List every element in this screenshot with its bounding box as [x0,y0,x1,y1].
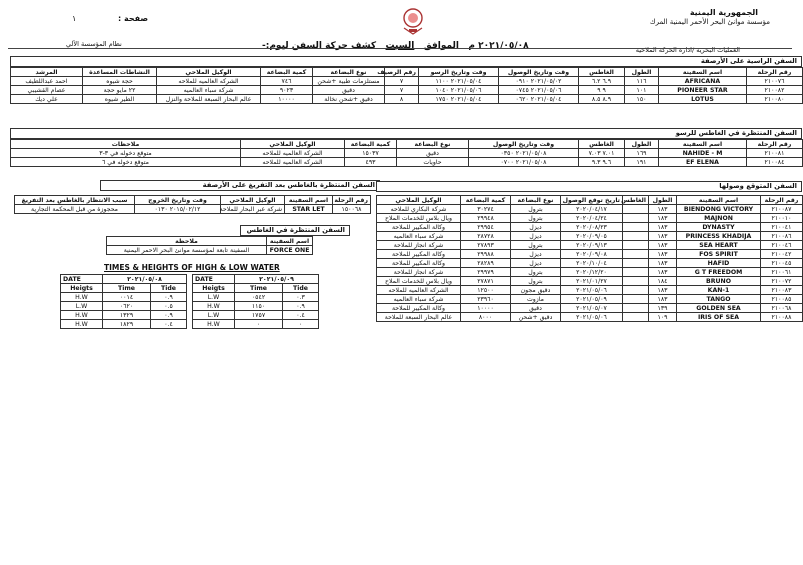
cell: ٢١٠٠٨١ [747,149,803,158]
cell: FOS SPIRIT [677,250,761,259]
cell: ديزل [511,250,561,259]
cell: ٠ [283,320,319,329]
cell [623,214,649,223]
cell: وكالة المكيير للملاحة [377,259,461,268]
cell: دقيق [313,86,385,95]
cell: ١٠٠٠٠ [261,95,313,104]
tide1-date-label: DATE [61,275,103,284]
cell: LOTUS [659,95,747,104]
cell: ٢٠١٥/٠٢/١٢ ٠١٣٠ [135,205,221,214]
cell: ٨.٩ ٨.٥ [579,95,625,104]
cell: ٢١٠٠٨٧ [761,205,803,214]
cell: الطير شيوه [83,95,157,104]
table-row [193,320,319,329]
wd-h-reason: سبب الانتظار بالغاطس بعد التفريغ [15,196,135,205]
cell: ٢٨٢٨٩ [461,259,511,268]
cell: ١٨٤ [649,277,677,286]
cell: MAJNON [677,214,761,223]
cell: شركة البكاري للملاحه [377,205,461,214]
anchored-h-pilot: المرشد [11,68,83,77]
cell: ٢١٠٠٤٥ [761,259,803,268]
cell: ٨٠٠٠ [461,313,511,322]
cell: ١٨٣ [649,205,677,214]
tide2-h-tide: Tide [283,284,319,293]
wa-h-qty: كمية البضاعة [345,140,397,149]
cell: H.W [61,311,103,320]
cell: ٧ [385,77,419,86]
waiting-discharge-table [14,195,371,214]
cell: ٠.٩ [151,293,187,302]
cell: ٢٠٢١/٠٥/٠٤ ١٧٥٠ [419,95,499,104]
anchored-h-agent: الوكيل الملاحي [157,68,261,77]
cell: السفينة تابعة لمؤسسة موانئ البحر الاحمر اليمنية [107,246,267,255]
cell: ١٥٠٣٧ [345,149,397,158]
cell: ٤٩٣ [345,158,397,167]
cell: ٢١٠٠٨٦ [761,232,803,241]
cell: ٢٠٢٠/٠٩/١٣ [561,241,623,250]
cell: H.W [193,302,235,311]
wd-h-agent: الوكيل الملاحي [221,196,285,205]
tide2-date: ٢٠٢١/٠٥/٠٩ [235,275,319,284]
cell: ٢٠٢٠/٠٩/٠٨ [561,250,623,259]
cell [623,277,649,286]
cell: محجوزة من قبل المحكمة التجارية [15,205,135,214]
cell [623,241,649,250]
cell: ١٩١ [625,158,659,167]
cell: ١٠١ [625,86,659,95]
report-title [262,42,529,51]
table-row [377,214,803,223]
tide1-h-time: Time [103,284,151,293]
cell: ٢٠٢١/٠٥/٠٦ ٠٧٤٥ [499,86,579,95]
cell: FORCE ONE [267,246,313,255]
ex-h-voyage: رقم الرحلة [761,196,803,205]
cell: BRUNO [677,277,761,286]
cell: ٧٤٦ [261,77,313,86]
cell: ١٨٣ [649,223,677,232]
cell: ١٨٢٩ [103,320,151,329]
cell: ٢٠٢٠/٠٨/٢٣ [561,223,623,232]
cell: بترول [511,241,561,250]
cell: ٧.٠١ ٧.٠٣ [579,149,625,158]
cell: ٢٨٧٢٨ [461,232,511,241]
cell: ٢١٠٠٤٢ [761,250,803,259]
cell: H.W [193,320,235,329]
table-row [377,223,803,232]
ex-h-qty: كمية البضاعة [461,196,511,205]
table-row [15,205,371,214]
table-row [377,268,803,277]
cell: ١٨٣ [649,295,677,304]
table-row [11,95,803,104]
cell: EF ELENA [659,158,747,167]
cell: الشركة العالميه للملاحه [241,149,345,158]
cell: PRINCESS KHADIJA [677,232,761,241]
cell: ٢٠٢١/٠٥/٠٦ [561,313,623,322]
anchored-h-length: الطول [625,68,659,77]
anchored-h-arrival: وقت وتاريخ الوصول [499,68,579,77]
cell [623,295,649,304]
cell: ٢٩٩٥٤ [461,223,511,232]
cell: L.W [61,302,103,311]
anchored-h-cargo: نوع البضاعة [313,68,385,77]
ex-h-eta: تاريخ توقع الوصول [561,196,623,205]
table-row [193,311,319,320]
cell: ٢٣٩٦٠ [461,295,511,304]
anchored-h-activities: النشاطات المساعدة [83,68,157,77]
waiting-discharge-section-title: السفن المنتظرة بالغاطس بعد التفريغ على الأرصفة [100,180,380,191]
cell: ١٦٩ [625,149,659,158]
cell [623,313,649,322]
cell: دقيق مجون [511,286,561,295]
cell: ٠٥٤٢ [235,293,283,302]
cell: شركة سباء العالميه [377,295,461,304]
cell: ٢٠٢١/٠٥/٠٩ [561,295,623,304]
cell: ٦.٩ ٦.٢ [579,77,625,86]
cell: حجة شيوه [83,77,157,86]
cell: L.W [193,293,235,302]
waiting-pilot-section-title: السفن المنتظرة في الغاطس [240,225,350,236]
cell: ١٨٣ [649,214,677,223]
cell: ٢١٠٠١٠ [761,214,803,223]
cell: KAN-1 [677,286,761,295]
cell: وكالة المكيير للملاحة [377,250,461,259]
tide-table-1 [60,274,187,329]
cell: بترول [511,214,561,223]
tides-title: TIMES & HEIGHTS OF HIGH & LOW WATER [104,263,280,272]
ex-h-cargo: نوع البضاعة [511,196,561,205]
report-day: السبت [385,41,415,51]
cell: ديزل [511,223,561,232]
cell: حاويات [397,158,469,167]
table-row [377,313,803,322]
table-row [377,295,803,304]
table-row [193,293,319,302]
republic-label: الجمهورية اليمنية [689,8,758,17]
anchored-h-ship: اسم السفينة [659,68,747,77]
cell [623,250,649,259]
table-row [377,259,803,268]
cell: ١٥٠٠٦٨ [333,205,371,214]
cell [623,259,649,268]
wp-h-note: ملاحظة [107,237,267,246]
cell: ١٠٩ [649,313,677,322]
cell: ٢١٠٠٦٨ [761,304,803,313]
cell: ٢٩٩٧٩ [461,268,511,277]
table-row [61,311,187,320]
cell: وكالة المكيير للملاحة [377,223,461,232]
waiting-anchor-table [10,139,803,167]
cell: ٢٠٢١/٠٥/٠٨ ٠٣٥٠ [469,149,579,158]
cell: NAHIDE - M [659,149,747,158]
cell: ١١٦ [625,77,659,86]
cell: L.W [193,311,235,320]
cell: AFRICANA [659,77,747,86]
cell: ٢٩٩٨٨ [461,250,511,259]
wd-h-ship: اسم السفينة [285,196,333,205]
cell: ٢٧٨٩٣ [461,241,511,250]
cell: ٠.٤ [283,311,319,320]
table-row [61,302,187,311]
cell: IRIS OF SEA [677,313,761,322]
cell: ٠٠١٤ [103,293,151,302]
cell: ١٨٣ [649,250,677,259]
cell: H.W [61,293,103,302]
cell: عالم البحار السبعة للملاحة والنزل [157,95,261,104]
cell: احمد عبداللطيف [11,77,83,86]
table-row [61,293,187,302]
cell: ٢١٠٠٨٣ [761,286,803,295]
wa-h-voyage: رقم الرحلة [747,140,803,149]
cell [623,286,649,295]
table-row [61,320,187,329]
cell: ٠.٤ [151,320,187,329]
expected-table [376,195,803,322]
page-label: صفحة : [118,14,149,23]
tide1-h-heights: Heigts [61,284,103,293]
cell: ١٨٣ [649,286,677,295]
cell: SEA HEART [677,241,761,250]
tide-table-2 [192,274,319,329]
cell: ٩.٦ ٩.٣ [579,158,625,167]
table-row [11,77,803,86]
waiting-pilot-table [106,236,313,255]
cell: شركة سباء العالميه [377,232,461,241]
table-row [11,158,803,167]
cell: ١٠٠٠٠ [461,304,511,313]
cell: ٠٦٢٠ [103,302,151,311]
wa-h-notes: ملاحظات [11,140,241,149]
report-title-text: كشف حركة السفن ليوم:- [262,41,377,51]
tide2-h-time: Time [235,284,283,293]
cell: ٢٠٢١/٠٥/٠٤ ٠٦٢٠ [499,95,579,104]
cell: علي ديك [11,95,83,104]
tide1-h-tide: Tide [151,284,187,293]
cell: متوقع دخوله في ٦ [11,158,241,167]
cell: ٢٠٢١/٠٥/٠٦ ١٠٤٠ [419,86,499,95]
cell [623,304,649,313]
cell [623,223,649,232]
cell: الشركه العالميه للملاحه [377,286,461,295]
cell: مستلزمات طبية +شحن [313,77,385,86]
cell: ١٥٠ [625,95,659,104]
cell: ٢١٠٠٤٦ [761,241,803,250]
table-row [377,250,803,259]
cell: ١٨٣ [649,241,677,250]
cell: G T FREEDOM [677,268,761,277]
anchored-table [10,67,803,104]
cell: ٠.٩ [283,302,319,311]
cell: STAR LET [285,205,333,214]
cell: الشركه العالميه للملاحه [157,77,261,86]
cell: دقيق +شحن [511,313,561,322]
cell: ٢١٠٠٨٨ [761,313,803,322]
cell: ٢٠٢١/٠٥/٠٧ [561,304,623,313]
table-row [11,149,803,158]
cell: HAFID [677,259,761,268]
expected-section-title: السفن المتوقع وصولها [376,181,802,192]
corp-label: مؤسسة موانئ البحر الأحمر اليمنية المرك [649,18,770,26]
cell: ٢٠٢١/٠٥/٠٨ ٠٧٠٠ [469,158,579,167]
cell: دقيق [511,304,561,313]
cell: PIONEER STAR [659,86,747,95]
cell: ٢٧٨٧١ [461,277,511,286]
cell: ٧ [385,86,419,95]
cell: ١٨٣ [649,232,677,241]
cell: ١٣٢٩ [103,311,151,320]
cell: ٢١٠٠٨٥ [761,295,803,304]
cell: DYNASTY [677,223,761,232]
tide1-date: ٢٠٢١/٠٥/٠٨ [103,275,187,284]
wa-h-draft: الغاطس [579,140,625,149]
cell: الشركه العالميه للملاحه [241,158,345,167]
wa-h-ship: اسم السفينة [659,140,747,149]
cell: ٣٠٢٧٤ [461,205,511,214]
cell: شركة انجاز للملاحة [377,268,461,277]
ops-label: العمليات البحرية /ادارة الحركة الملاحية [635,46,740,54]
cell: ٢٠٢٠/٠٤/٢٤ [561,214,623,223]
ex-h-draft: الغاطس [623,196,649,205]
ex-h-ship: اسم السفينة [677,196,761,205]
cell: ٨ [385,95,419,104]
cell: ٢٩٩٤٨ [461,214,511,223]
yemen-emblem-icon [400,6,426,36]
cell: ٢١٠٠٧٦ [747,77,803,86]
cell: ٢١٠٠٨٤ [747,158,803,167]
cell: عالم البحار السبعة للملاحة [377,313,461,322]
cell: ويال بلاس للخدمات الملاح [377,277,461,286]
cell: شركة انجاز للملاحة [377,241,461,250]
cell: H.W [61,320,103,329]
cell: ٠.٩ [151,311,187,320]
cell: دقيق +شحن نخالة [313,95,385,104]
cell: ٢١٠٠٤١ [761,223,803,232]
cell: مازوت [511,295,561,304]
cell: ٢٠٢١/٠٥/٠٤ ١١٠٠ [419,77,499,86]
cell: ٢١٠٠٦١ [761,268,803,277]
cell: ٢٠٢٠/٠٤/١٧ [561,205,623,214]
cell: ٢٢ مايو حجة [83,86,157,95]
cell: TANGO [677,295,761,304]
cell: ديزل [511,232,561,241]
tide2-h-heights: Heigts [193,284,235,293]
cell: ١١٥٠ [235,302,283,311]
table-row [377,241,803,250]
page-number: ١ [72,14,77,23]
cell: شركة سباء العالميه [157,86,261,95]
wa-h-arrival: وقت وتاريخ الوصول [469,140,579,149]
equiv-label: الموافق [423,41,459,51]
cell: وكالة المكيير للملاحة [377,304,461,313]
wd-h-voyage: رقم الرحلة [333,196,371,205]
report-date: ٢٠٢١/٠٥/٠٨ م [468,41,529,51]
table-row [377,277,803,286]
cell: بترول [511,277,561,286]
anchored-h-berth: رقم الرصيف [385,68,419,77]
cell: ١٣٩ [649,304,677,313]
table-row [11,86,803,95]
cell: ٢٠٢١/٠١/٢٧ [561,277,623,286]
cell: ٢١٠٠٨٠ [747,95,803,104]
cell: ٢١٠٠٧٢ [761,277,803,286]
system-label: نظام المؤسسة الآلي [66,40,122,48]
waiting-anchor-section-title: السفن المنتظرة في الغاطس للرسو [10,128,802,139]
tide2-date-label: DATE [193,275,235,284]
wd-h-exit: وقت وتاريخ الخروج [135,196,221,205]
cell: ٢٠٢٠/١٠/٠٤ [561,259,623,268]
wa-h-cargo: نوع البضاعة [397,140,469,149]
cell: ٢٠٢٠/١٢/٢٠ [561,268,623,277]
wa-h-length: الطول [625,140,659,149]
cell: ٢٠٢١/٠٥/٠٦ [561,286,623,295]
cell: ٩ ٩ [579,86,625,95]
cell: ٠ [235,320,283,329]
cell: ٢٠٢٠/٠٩/٠٥ [561,232,623,241]
wp-h-ship: اسم السفينة [267,237,313,246]
cell: ٢٠٢١/٠٥/٠٢ ٠٩١٠ [499,77,579,86]
cell: ١٢٥٠٠ [461,286,511,295]
cell [623,205,649,214]
cell: ديزل [511,259,561,268]
cell [623,268,649,277]
table-row [377,232,803,241]
cell [623,232,649,241]
cell: متوقع دخوله في ٣-٣ [11,149,241,158]
anchored-section-title: السفن الراسية على الأرصفة [10,56,802,67]
table-row [193,302,319,311]
cell: بترول [511,205,561,214]
table-row [377,205,803,214]
table-row [377,286,803,295]
anchored-h-berthing: وقت وتاريخ الرسو [419,68,499,77]
anchored-h-voyage: رقم الرحلة [747,68,803,77]
cell: دقيق [397,149,469,158]
cell: ٩٠٢٣ [261,86,313,95]
cell: BIENDONG VICTORY [677,205,761,214]
cell: ١٨٣ [649,268,677,277]
cell: ١٨٣ [649,259,677,268]
ex-h-length: الطول [649,196,677,205]
anchored-h-qty: كمية البضاعة [261,68,313,77]
cell: GOLDEN SEA [677,304,761,313]
anchored-h-draft: الغاطس [579,68,625,77]
cell: ٠.٥ [151,302,187,311]
cell: ٠.٣ [283,293,319,302]
wa-h-agent: الوكيل الملاحي [241,140,345,149]
cell: بترول [511,268,561,277]
cell: ٢١٠٠٨٢ [747,86,803,95]
cell: ١٧٥٧ [235,311,283,320]
cell: شركة عبر البحار للملاحة [221,205,285,214]
table-row [377,304,803,313]
cell: عصام القشيبي [11,86,83,95]
ex-h-agent: الوكيل الملاحي [377,196,461,205]
table-row [107,246,313,255]
cell: ويال بلاس للخدمات الملاح [377,214,461,223]
